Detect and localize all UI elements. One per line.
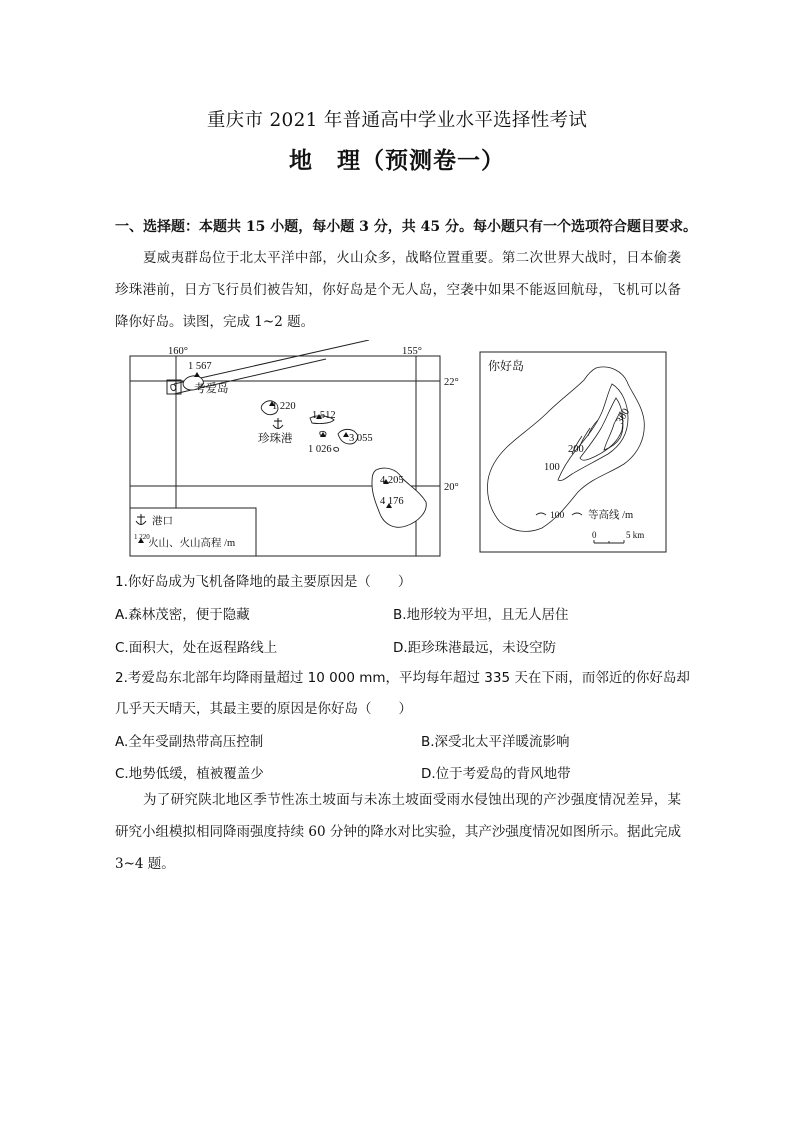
lon-160-label: 160° (168, 346, 188, 357)
kahoolawe-island (334, 447, 339, 451)
kauai-label: 考爱岛 (194, 383, 229, 395)
peak-1220-label: 1 220 (272, 401, 296, 412)
question-1-option-b[interactable]: B.地形较为平坦，且无人居住 (393, 607, 569, 623)
section-heading: 一、选择题：本题共 15 小题，每小题 3 分，共 45 分。每小题只有一个选项符合题目要求。 (115, 219, 697, 235)
exam-subtitle: 地 理（预测卷一） (289, 147, 505, 174)
question-1-option-d[interactable]: D.距珍珠港最远，未设空防 (393, 640, 557, 656)
peak-1512-label: 1 512 (312, 410, 336, 421)
legend-contour-sample-left (536, 513, 546, 515)
contour-200-label: 200 (568, 444, 584, 455)
contour-200-line (580, 398, 623, 460)
peak-4176-label: 4 176 (380, 496, 404, 507)
peak-4205-label: 4 205 (380, 475, 404, 486)
anchor-icon-pearl-harbor (273, 418, 283, 429)
lat-20-label: 20° (444, 482, 459, 493)
legend-volcano-sup: 1 220 (134, 533, 150, 541)
island-map (478, 350, 670, 556)
contour-100-line (558, 384, 628, 481)
question-1-option-c[interactable]: C.面积大，处在返程路线上 (115, 640, 278, 656)
pearl-harbor-label: 珍珠港 (258, 433, 293, 445)
question-1-option-a[interactable]: A.森林茂密，便于隐藏 (115, 607, 250, 623)
island-coastline (488, 367, 645, 531)
peak-3055-label: 3 055 (349, 433, 373, 444)
niihau-island (171, 384, 176, 390)
peak-1026-label: 1 026 (308, 444, 332, 455)
question-2-stem-line-2: 几乎天天晴天，其最主要的原因是你好岛（ ） (115, 701, 412, 717)
question-2-stem-line-1: 2.考爱岛东北部年均降雨量超过 10 000 mm，平均每年超过 335 天在下雨，而邻近的你好岛却 (115, 670, 690, 686)
lon-155-label: 155° (402, 346, 422, 357)
passage-2: 为了研究陕北地区季节性冻土坡面与未冻土坡面受雨水侵蚀出现的产沙强度情况差异，某研究小组模拟相同降雨强度持续 60 分钟的降水对比实验，其产沙强度情况如图所示。据此完成 3~4 题。 (115, 792, 681, 872)
contour-300-label: 300 (614, 406, 633, 426)
contour-100-label: 100 (544, 462, 560, 473)
question-2-option-c[interactable]: C.地势低缓，植被覆盖少 (115, 766, 264, 782)
scale-bar (594, 540, 624, 543)
legend-port-label: 港口 (152, 516, 173, 527)
question-2-option-d[interactable]: D.位于考爱岛的背风地带 (421, 766, 571, 782)
question-1-stem: 1.你好岛成为飞机备降地的最主要原因是（ ） (115, 574, 412, 590)
legend-contour-sample-right (572, 513, 582, 515)
volcano-icon-1567 (194, 372, 200, 377)
scale-zero-label: 0 (592, 530, 597, 540)
scale-5km-label: 5 km (626, 530, 645, 540)
legend-contour-value: 100 (550, 511, 565, 521)
legend-volcano-label: 火山、火山高程 /m (148, 538, 236, 549)
exam-title: 重庆市 2021 年普通高中学业水平选择性考试 (206, 110, 588, 131)
hawaii-map (126, 340, 466, 562)
question-2-option-b[interactable]: B.深受北太平洋暖流影响 (421, 734, 570, 750)
question-2-option-a[interactable]: A.全年受副热带高压控制 (115, 734, 264, 750)
passage-1: 夏威夷群岛位于北太平洋中部，火山众多，战略位置重要。第二次世界大战时，日本偷袭珍珠港前，日方飞行员们被告知，你好岛是个无人岛，空袭中如果不能返回航母，飞机可以备降你好岛。读图，完成 1~2 题。 (115, 250, 681, 330)
lat-22-label: 22° (444, 377, 459, 388)
legend-contour-label: 等高线 /m (588, 510, 634, 521)
peak-1567-label: 1 567 (188, 361, 212, 372)
island-map-title: 你好岛 (488, 359, 525, 373)
